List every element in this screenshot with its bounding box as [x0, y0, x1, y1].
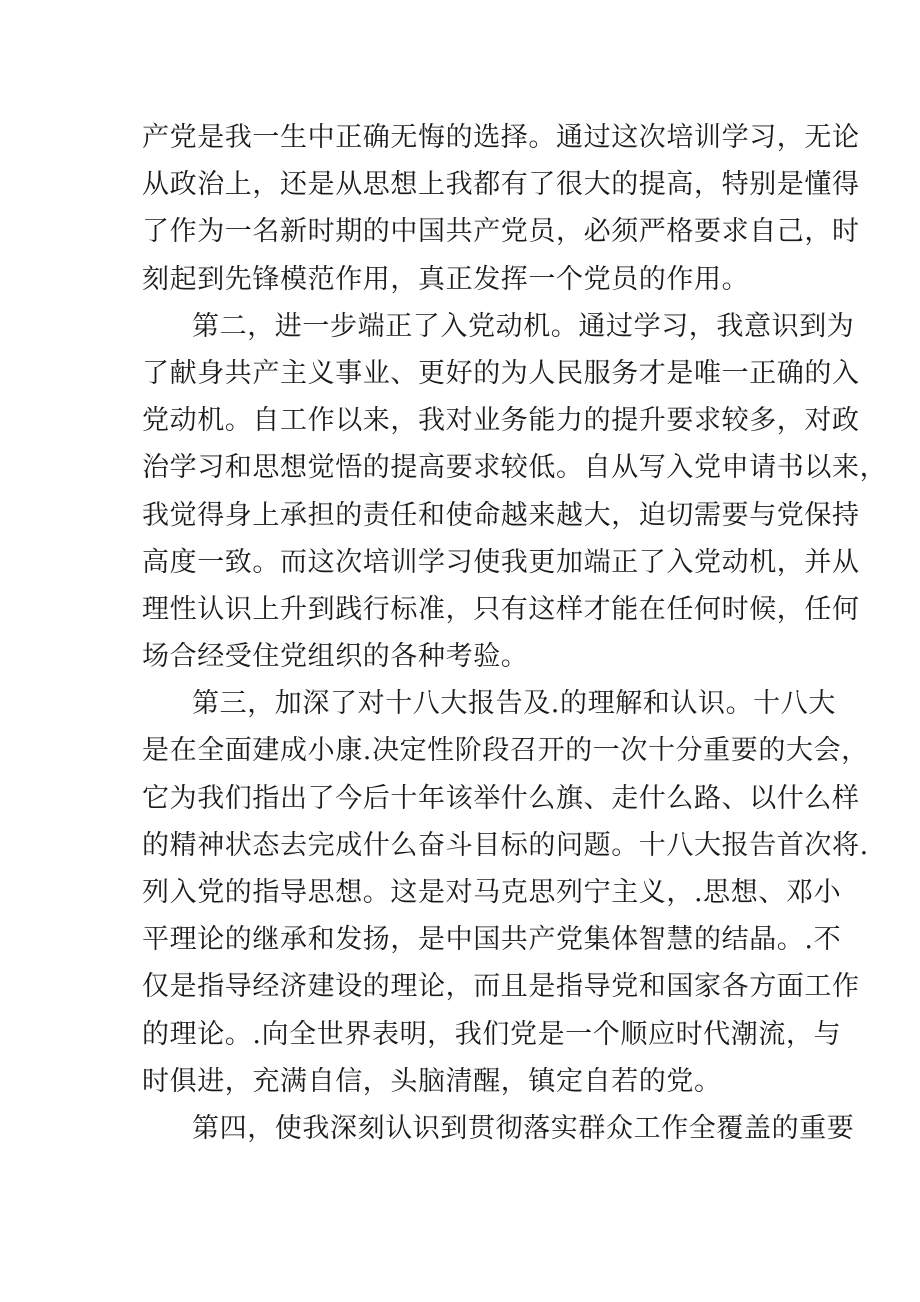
document-body: [142, 114, 888, 1152]
text-line: 刻起到先锋模范作用，真正发挥一个党员的作用。: [142, 263, 750, 295]
paragraph-3: [142, 680, 869, 1105]
text-line: 第三，加深了对十八大报告及.的理解和认识。十八大: [192, 688, 836, 720]
text-line: 它为我们指出了今后十年该举什么旗、走什么路、以什么样: [142, 782, 860, 814]
text-line: 理性认识上升到践行标准，只有这样才能在任何时候，任何: [142, 593, 860, 625]
text-line: 了作为一名新时期的中国共产党员，必须严格要求自己，时: [142, 216, 860, 248]
paragraph-4: [142, 1105, 855, 1152]
text-line: 从政治上，还是从思想上我都有了很大的提高，特别是懂得: [142, 169, 860, 201]
text-line: 是在全面建成小康.决定性阶段召开的一次十分重要的大会，: [142, 735, 869, 767]
text-line: 的精神状态去完成什么奋斗目标的问题。十八大报告首次将.: [142, 829, 869, 861]
text-line: 平理论的继承和发扬，是中国共产党集体智慧的结晶。.不: [142, 924, 842, 956]
text-line: 仅是指导经济建设的理论，而且是指导党和国家各方面工作: [142, 971, 860, 1003]
text-line: 产党是我一生中正确无悔的选择。通过这次培训学习，无论: [142, 122, 860, 153]
text-line: 我觉得身上承担的责任和使命越来越大，迫切需要与党保持: [142, 499, 860, 531]
paragraph-1: [142, 114, 860, 303]
text-line: 了献身共产主义事业、更好的为人民服务才是唯一正确的入: [142, 357, 860, 389]
text-line: 列入党的指导思想。这是对马克思列宁主义，.思想、邓小: [142, 877, 842, 908]
text-line: 治学习和思想觉悟的提高要求较低。自从写入党申请书以来，: [142, 452, 888, 484]
paragraph-2: [142, 303, 888, 681]
text-line: 第四，使我深刻认识到贯彻落实群众工作全覆盖的重要: [192, 1112, 855, 1144]
text-line: 时俱进，充满自信，头脑清醒，镇定自若的党。: [142, 1065, 722, 1097]
text-line: 的理论。.向全世界表明，我们党是一个顺应时代潮流，与: [142, 1018, 842, 1050]
text-line: 场合经受住党组织的各种考验。: [142, 641, 529, 673]
text-line: 高度一致。而这次培训学习使我更加端正了入党动机，并从: [142, 546, 860, 578]
text-line: 第二，进一步端正了入党动机。通过学习，我意识到为: [192, 310, 855, 342]
text-line: 党动机。自工作以来，我对业务能力的提升要求较多，对政: [142, 405, 860, 437]
